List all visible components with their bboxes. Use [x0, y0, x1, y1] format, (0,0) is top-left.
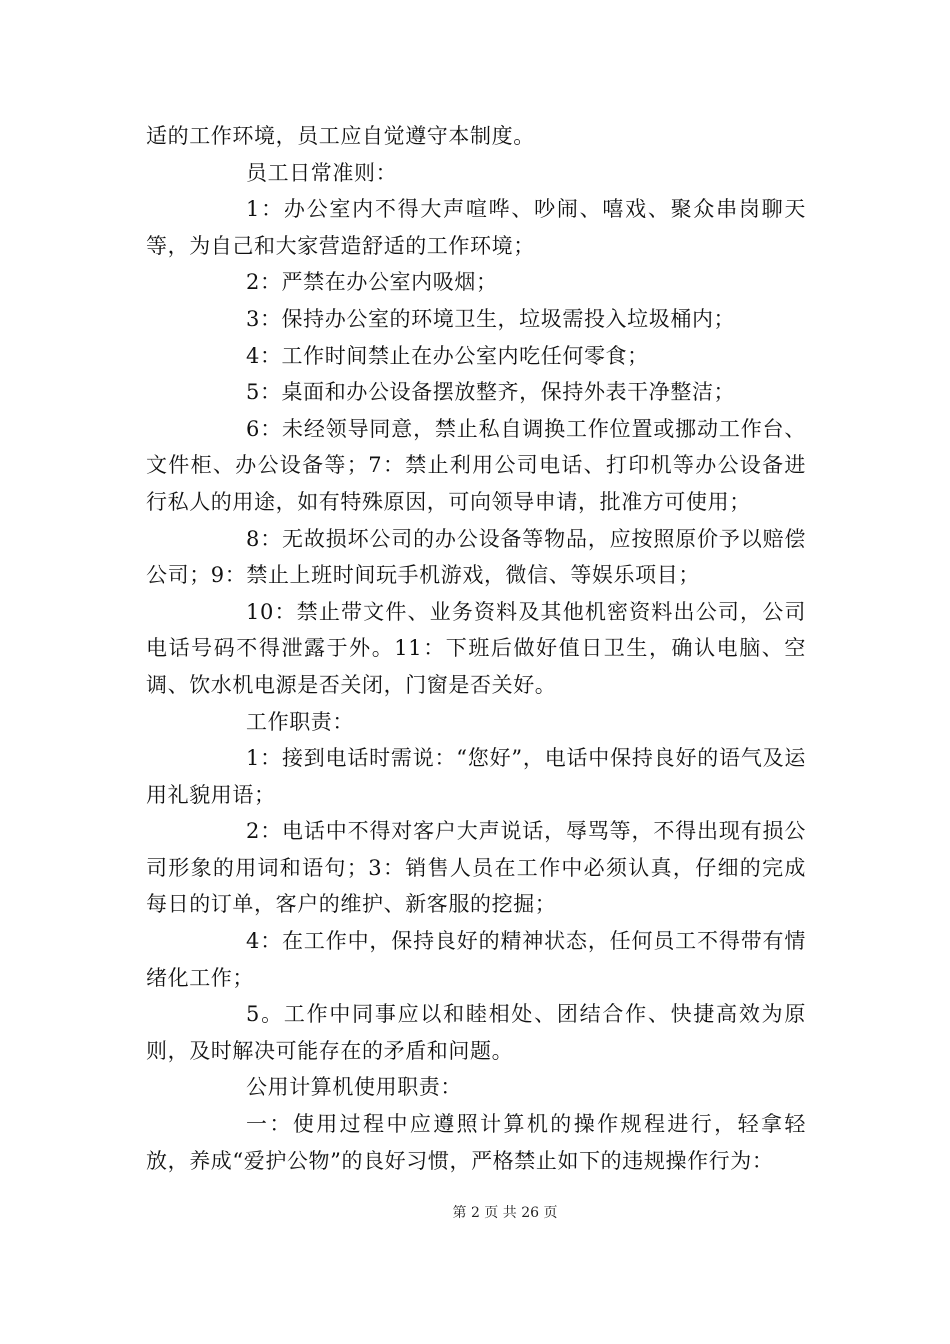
section-heading-daily-rules: 员工日常准则：: [246, 160, 398, 185]
rule-item-8-9: 8：无故损坏公司的办公设备等物品，应按照原价予以赔偿公司；9：禁止上班时间玩手机游戏，微信、等娱乐项目；: [146, 526, 806, 588]
duty-item-5: 5。工作中同事应以和睦相处、团结合作、快捷高效为原则，及时解决可能存在的矛盾和问题。: [146, 1002, 806, 1063]
duty-item-2-3: 2：电话中不得对客户大声说话，辱骂等，不得出现有损公司形象的用词和语句；3：销售人员在工作中必须认真，仔细的完成每日的订单，客户的维护、新客服的挖掘；: [146, 819, 806, 917]
duty-item-1: 1：接到电话时需说：“您好”，电话中保持良好的语气及运用礼貌用语；: [146, 746, 806, 807]
document-body: [146, 118, 806, 1179]
section-heading-job-duties: 工作职责：: [246, 709, 354, 734]
rule-item-4: 4：工作时间禁止在办公室内吃任何零食；: [246, 343, 649, 368]
rule-item-10-11: 10：禁止带文件、业务资料及其他机密资料出公司，公司电话号码不得泄露于外。11：下班后做好值日卫生，确认电脑、空调、饮水机电源是否关闭，门窗是否关好。: [146, 599, 806, 697]
rule-item-5: 5：桌面和办公设备摆放整齐，保持外表干净整洁；: [246, 380, 736, 405]
rule-item-2: 2：严禁在办公室内吸烟；: [246, 270, 498, 295]
rule-item-6-7: 6：未经领导同意，禁止私自调换工作位置或挪动工作台、文件柜、办公设备等；7：禁止利用公司电话、打印机等办公设备进行私人的用途，如有特殊原因，可向领导申请，批准方可使用；: [146, 416, 806, 514]
page-number-footer: 第 2 页 共 26 页: [452, 1205, 558, 1221]
paragraph-continuation: 适的工作环境，员工应自觉遵守本制度。: [146, 124, 535, 148]
rule-item-3: 3：保持办公室的环境卫生，垃圾需投入垃圾桶内；: [246, 306, 736, 331]
computer-rule-1: 一：使用过程中应遵照计算机的操作规程进行，轻拿轻放，养成“爱护公物”的良好习惯，严格禁止如下的违规操作行为：: [146, 1112, 806, 1173]
section-heading-computer-use: 公用计算机使用职责：: [246, 1075, 462, 1100]
duty-item-4: 4：在工作中，保持良好的精神状态，任何员工不得带有情绪化工作；: [146, 929, 806, 990]
rule-item-1: 1：办公室内不得大声喧哗、吵闹、嘻戏、聚众串岗聊天等，为自己和大家营造舒适的工作环境；: [146, 197, 806, 258]
